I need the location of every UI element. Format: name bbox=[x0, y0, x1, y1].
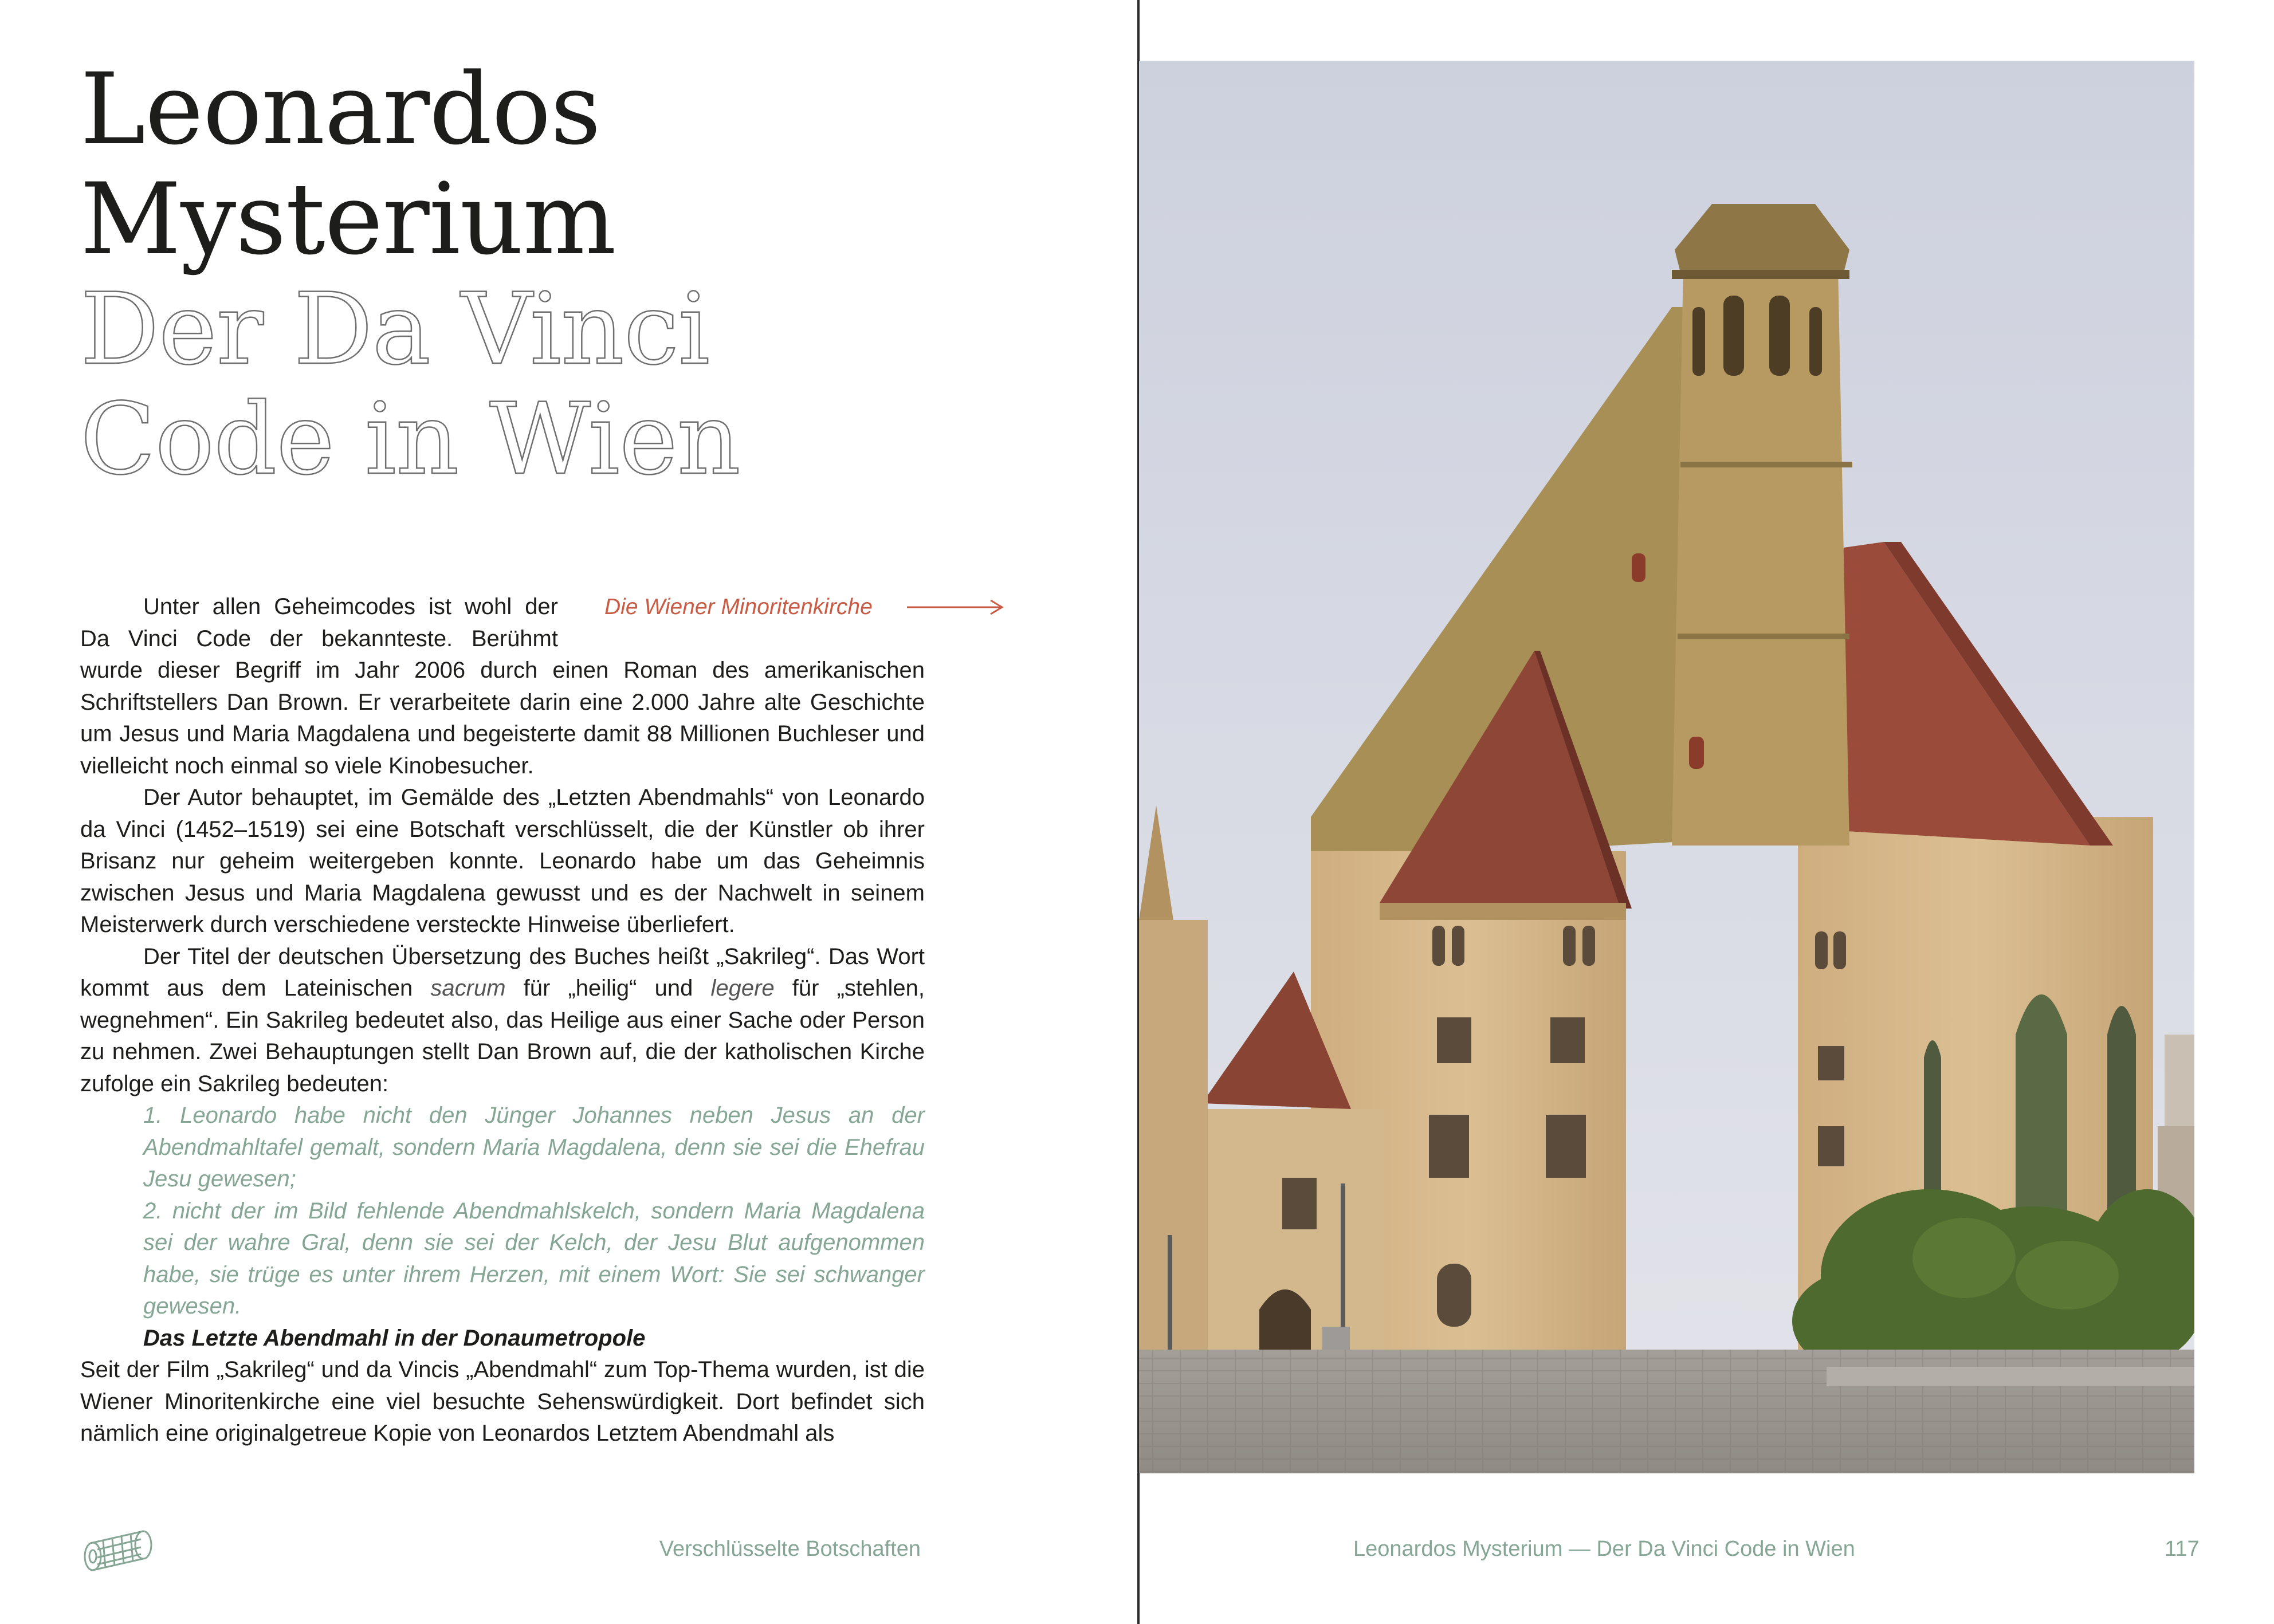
footer-chapter-title: Leonardos Mysterium — Der Da Vinci Code in Wien bbox=[1353, 1537, 1855, 1561]
paragraph-1: Unter allen Geheimcodes ist wohl der Da Vinci Code der bekannteste. Berühmt wurde dieser Begriff im Jahr 2006 durch einen Roman des amerikanischen Schriftstellers Dan Brown. Er verarbeitete darin eine 2.000 Jahre alte Geschichte um Jesus und Maria Magdalena und begeisterte damit 88 Millionen Buchleser und vielleicht noch einmal so viele Kinobesucher. bbox=[80, 594, 925, 778]
title-line-1: Leonardos bbox=[80, 52, 601, 167]
paragraph-4: Seit der Film „Sakrileg“ und da Vincis „Abendmahl“ zum Top-Thema wurden, ist die Wiener Minoritenkirche eine viel besuchte Sehenswürdigkeit. Dort befindet sich nämlich eine originalgetreue Kopie von Leonardos Letztem Abendmahl als bbox=[80, 1357, 925, 1446]
quote-2: 2. nicht der im Bild fehlende Abendmahlskelch, sondern Maria Magdalena sei der wahre Gral, denn sie sei der Kelch, der Jesu Blut aufgenommen habe, sie trüge es unter ihrem Herzen, mit einem Wort: Sie sei schwanger gewesen. bbox=[143, 1198, 925, 1319]
article-body bbox=[80, 591, 925, 1450]
paragraph-3-part-a: Der Titel der deutschen Übersetzung des Buches heißt „Sakrileg“. Das Wort kommt aus dem Lateinischen bbox=[80, 943, 925, 1001]
cipher-cylinder-icon bbox=[80, 1527, 157, 1575]
paragraph-2: Der Autor behauptet, im Gemälde des „Letzten Abendmahls“ von Leonardo da Vinci (1452–1519) sei eine Botschaft verschlüsselt, die der Künstler ob ihrer Brisanz nur geheim weitergeben konnte. Leonardo habe um das Geheimnis zwischen Jesus und Maria Magdalena gewusst und es der Nachwelt in seinem Meisterwerk durch verschiedene versteckte Hinweise überliefert. bbox=[80, 785, 925, 937]
subtitle-line-2: Code in Wien bbox=[80, 382, 740, 497]
section-subheading: Das Letzte Abendmahl in der Donaumetropole bbox=[143, 1325, 646, 1351]
subtitle-line-1: Der Da Vinci bbox=[80, 272, 710, 387]
minoritenkirche-photo bbox=[1139, 61, 2194, 1473]
latin-term-sacrum: sacrum bbox=[430, 976, 506, 1001]
paragraph-3 bbox=[80, 941, 925, 1100]
latin-term-legere: legere bbox=[710, 976, 775, 1001]
page-number: 117 bbox=[2165, 1537, 2200, 1561]
photo-caption: Die Wiener Minoritenkirche bbox=[604, 595, 873, 619]
quote-1: 1. Leonardo habe nicht den Jünger Johannes neben Jesus an der Abendmahltafel gemalt, sondern Maria Magdalena, denn sie sei die Ehefrau Jesu gewesen; bbox=[143, 1103, 925, 1192]
title-line-2: Mysterium bbox=[80, 162, 616, 277]
paragraph-3-part-b: für „heilig“ und bbox=[523, 976, 693, 1001]
footer-section-title: Verschlüsselte Botschaften bbox=[659, 1537, 921, 1561]
chapter-title bbox=[80, 52, 740, 497]
paragraph-3-part-c: für „stehlen, wegnehmen“. Ein Sakrileg bedeutet also, das Heilige aus einer Sache oder Person zu nehmen. Zwei Behauptungen stellt Dan Brown auf, die der katholischen Kirche zufolge ein Sakrileg bedeuten: bbox=[80, 976, 925, 1096]
